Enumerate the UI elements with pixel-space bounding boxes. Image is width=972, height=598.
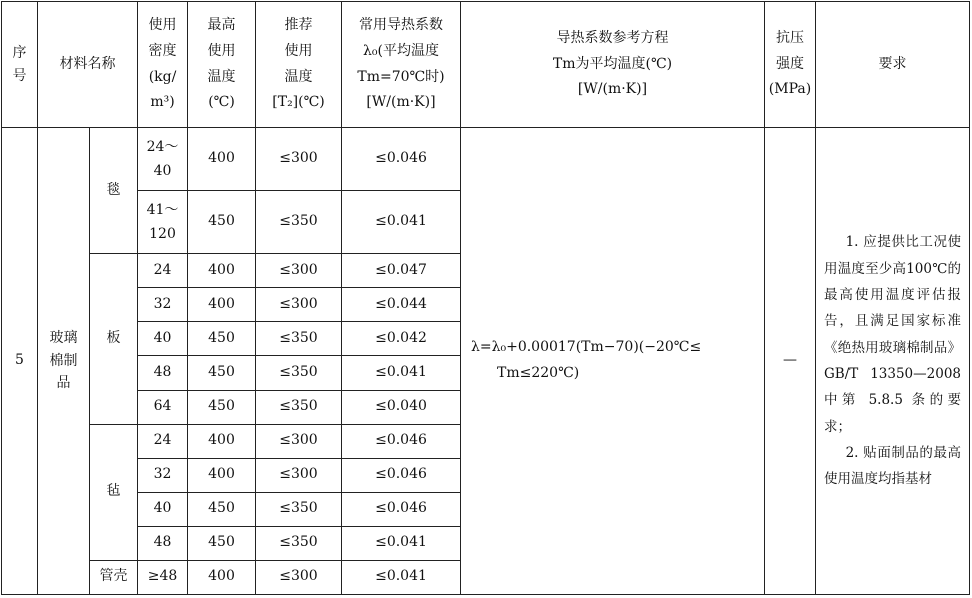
rec-temp-cell: ≤350	[256, 191, 342, 254]
header-material: 材料名称	[38, 2, 138, 128]
conductivity-cell: ≤0.041	[342, 526, 461, 560]
requirement-item-2: 2. 贴面制品的最高使用温度均指基材	[824, 444, 961, 488]
table-row	[2, 128, 970, 191]
conductivity-cell: ≤0.044	[342, 288, 461, 322]
header-seq: 序 号	[2, 2, 38, 128]
conductivity-cell: ≤0.040	[342, 390, 461, 424]
rec-temp-cell: ≤350	[256, 356, 342, 390]
group-pipe: 管壳	[90, 560, 138, 594]
rec-temp-cell: ≤300	[256, 458, 342, 492]
max-temp-cell: 450	[188, 390, 256, 424]
density-cell: 24	[138, 254, 188, 288]
conductivity-cell: ≤0.047	[342, 254, 461, 288]
header-max-temp: 最高 使用 温度 (℃)	[188, 2, 256, 128]
max-temp-cell: 450	[188, 492, 256, 526]
equation-cell	[461, 128, 765, 595]
group-felt-a: 毯	[90, 128, 138, 254]
density-cell: 24～ 40	[138, 128, 188, 191]
conductivity-cell: ≤0.042	[342, 322, 461, 356]
conductivity-cell: ≤0.041	[342, 356, 461, 390]
density-cell: 32	[138, 458, 188, 492]
density-cell: 24	[138, 424, 188, 458]
density-cell: 40	[138, 492, 188, 526]
rec-temp-cell: ≤350	[256, 526, 342, 560]
rec-temp-cell: ≤300	[256, 288, 342, 322]
max-temp-cell: 450	[188, 322, 256, 356]
equation-line-1: λ=λ₀+0.00017(Tm−70)(−20℃≤	[471, 339, 702, 356]
rec-temp-cell: ≤300	[256, 128, 342, 191]
density-cell: 48	[138, 356, 188, 390]
header-recommended-temp: 推荐 使用 温度 [T₂](℃)	[256, 2, 342, 128]
header-density: 使用 密度 (kg/ m³)	[138, 2, 188, 128]
density-cell: 48	[138, 526, 188, 560]
max-temp-cell: 400	[188, 288, 256, 322]
rec-temp-cell: ≤300	[256, 254, 342, 288]
conductivity-cell: ≤0.046	[342, 424, 461, 458]
header-equation: 导热系数参考方程 Tm为平均温度(℃) [W/(m·K)]	[461, 2, 765, 128]
conductivity-cell: ≤0.041	[342, 191, 461, 254]
material-spec-table	[1, 1, 970, 595]
density-cell: 64	[138, 390, 188, 424]
max-temp-cell: 400	[188, 458, 256, 492]
conductivity-cell: ≤0.041	[342, 560, 461, 594]
rec-temp-cell: ≤350	[256, 390, 342, 424]
max-temp-cell: 400	[188, 128, 256, 191]
max-temp-cell: 450	[188, 191, 256, 254]
rec-temp-cell: ≤300	[256, 424, 342, 458]
requirements-cell	[816, 128, 970, 595]
header-row	[2, 2, 970, 128]
max-temp-cell: 400	[188, 254, 256, 288]
header-requirement: 要求	[816, 2, 970, 128]
strength-cell: —	[765, 128, 816, 595]
header-strength: 抗压 强度 (MPa)	[765, 2, 816, 128]
density-cell: 41～ 120	[138, 191, 188, 254]
conductivity-cell: ≤0.046	[342, 458, 461, 492]
max-temp-cell: 450	[188, 526, 256, 560]
density-cell: 40	[138, 322, 188, 356]
header-conductivity: 常用导热系数 λ₀(平均温度 Tm=70℃时) [W/(m·K)]	[342, 2, 461, 128]
group-felt-b: 毡	[90, 424, 138, 560]
density-cell: ≥48	[138, 560, 188, 594]
group-board: 板	[90, 254, 138, 424]
max-temp-cell: 400	[188, 560, 256, 594]
conductivity-cell: ≤0.046	[342, 128, 461, 191]
rec-temp-cell: ≤350	[256, 492, 342, 526]
max-temp-cell: 400	[188, 424, 256, 458]
requirement-item-1: 1. 应提供比工况使用温度至少高100℃的最高使用温度评估报告，且满足国家标准《绝热用玻璃棉制品》GB/T 13350—2008 中第 5.8.5 条的要求；	[824, 234, 961, 435]
equation-line-2: Tm≤220℃)	[497, 365, 580, 381]
density-cell: 32	[138, 288, 188, 322]
conductivity-cell: ≤0.046	[342, 492, 461, 526]
seq-cell: 5	[2, 128, 38, 595]
rec-temp-cell: ≤300	[256, 560, 342, 594]
material-name-cell: 玻璃 棉制 品	[38, 128, 90, 595]
max-temp-cell: 450	[188, 356, 256, 390]
rec-temp-cell: ≤350	[256, 322, 342, 356]
